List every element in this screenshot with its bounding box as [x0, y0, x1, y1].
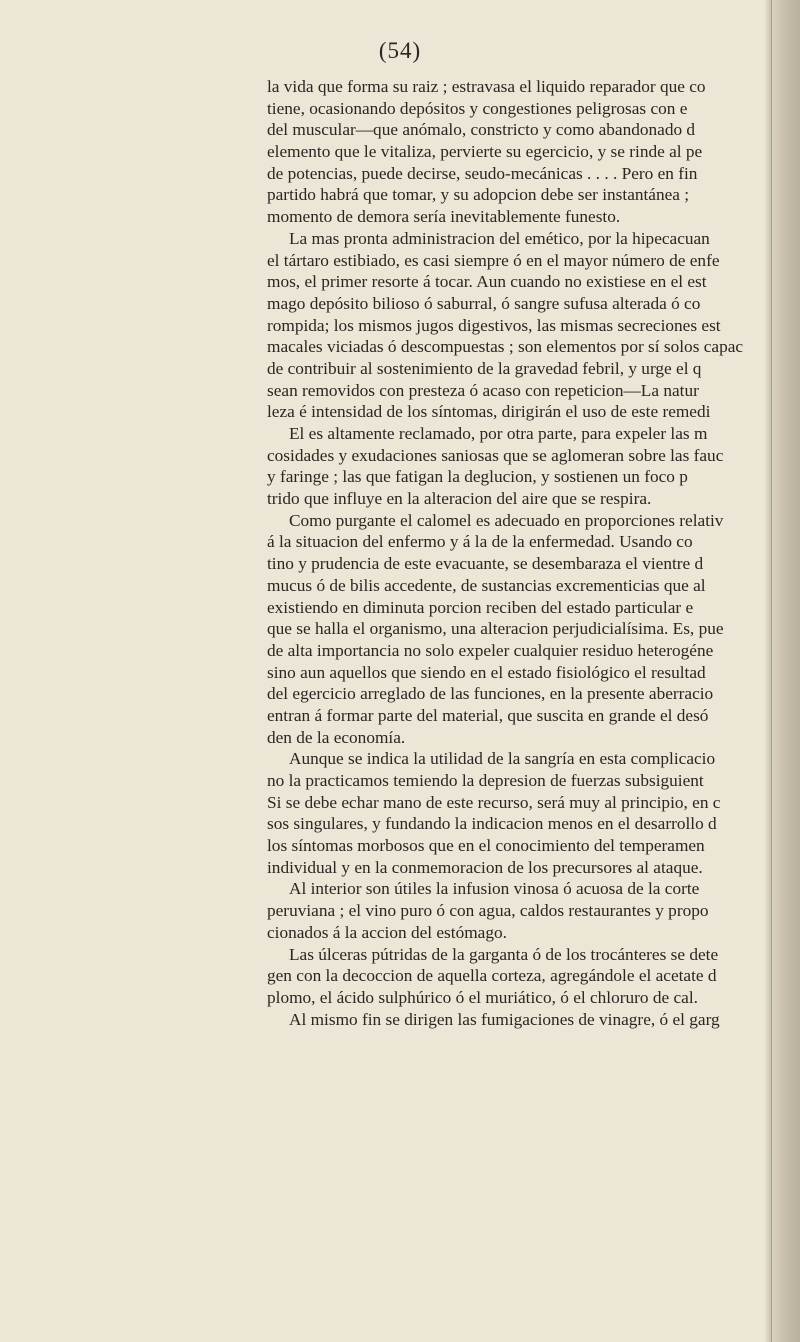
text-line: El es altamente reclamado, por otra parte, para expeler las m: [289, 424, 708, 443]
text-line: sos singulares, y fundando la indicacion menos en el desarrollo d: [267, 814, 717, 834]
text-line: cosidades y exudaciones saniosas que se aglomeran sobre las fauc: [267, 445, 724, 465]
text-line: mago depósito bilioso ó saburral, ó sangre sufusa alterada ó co: [267, 293, 701, 313]
text-line: y faringe ; las que fatigan la deglucion, y sostienen un foco p: [267, 467, 688, 487]
text-line: que se halla el organismo, una alteracion perjudicialísima. Es, pue: [267, 619, 724, 639]
text-line: gen con la decoccion de aquella corteza, agregándole el acetate d: [267, 966, 717, 986]
text-line: de alta importancia no solo expeler cualquier residuo heterogéne: [267, 640, 714, 660]
text-line: Al mismo fin se dirigen las fumigaciones de vinagre, ó el garg: [289, 1009, 720, 1029]
text-line: á la situacion del enfermo y á la de la enfermedad. Usando co: [267, 532, 693, 552]
text-line: de contribuir al sostenimiento de la gravedad febril, y urge el q: [267, 358, 702, 378]
text-line: el tártaro estibiado, es casi siempre ó en el mayor número de enfe: [267, 250, 720, 270]
text-line: sean removidos con presteza ó acaso con repeticion—La natur: [267, 380, 699, 400]
text-line: del egercicio arreglado de las funciones, en la presente aberracio: [267, 684, 714, 704]
text-line: no la practicamos temiendo la depresion de fuerzas subsiguient: [267, 771, 704, 790]
text-line: Como purgante el calomel es adecuado en proporciones relativ: [289, 510, 724, 530]
adjacent-page-edge: [771, 0, 800, 1342]
text-line: macales viciadas ó descompuestas ; son elementos por sí solos capac: [267, 337, 744, 357]
text-line: rompida; los mismos jugos digestivos, las mismas secreciones est: [267, 315, 721, 335]
text-line: trido que influye en la alteracion del aire que se respira.: [267, 489, 652, 509]
text-line: peruviana ; el vino puro ó con agua, caldos restaurantes y propo: [267, 901, 709, 921]
text-line: tino y prudencia de este evacuante, se desembaraza el vientre d: [267, 554, 704, 574]
text-line: Las úlceras pútridas de la garganta ó de los trocánteres se dete: [289, 944, 719, 964]
text-line: Al interior son útiles la infusion vinosa ó acuosa de la corte: [289, 879, 700, 899]
text-line: sino aun aquellos que siendo en el estado fisiológico el resultad: [267, 662, 706, 682]
text-line: tiene, ocasionando depósitos y congestiones peligrosas con e: [267, 98, 688, 118]
text-line: partido habrá que tomar, y su adopcion debe ser instantánea ;: [267, 185, 690, 205]
text-line: momento de demora sería inevitablemente funesto.: [267, 207, 621, 227]
text-line: elemento que le vitaliza, pervierte su egercicio, y se rinde al pe: [267, 142, 703, 162]
text-line: del muscular—que anómalo, constricto y como abandonado d: [267, 120, 696, 140]
text-line: mucus ó de bilis accedente, de sustancias excrementicias que al: [267, 575, 706, 595]
text-line: Aunque se indica la utilidad de la sangría en esta complicacio: [289, 749, 716, 769]
text-line: de potencias, puede decirse, seudo-mecánicas . . . . Pero en fin: [267, 163, 698, 183]
text-line: la vida que forma su raiz ; estravasa el liquido reparador que co: [267, 77, 706, 96]
body-text: [267, 76, 762, 1030]
text-line: den de la economía.: [267, 727, 406, 747]
text-line: plomo, el ácido sulphúrico ó el muriático, ó el chloruro de cal.: [267, 987, 698, 1007]
text-line: Si se debe echar mano de este recurso, será muy al principio, en c: [267, 792, 721, 812]
text-line: existiendo en diminuta porcion reciben del estado particular e: [267, 597, 694, 617]
text-line: individual y en la conmemoracion de los precursores al ataque.: [267, 857, 703, 877]
text-line: mos, el primer resorte á tocar. Aun cuando no existiese en el est: [267, 272, 707, 292]
text-line: los síntomas morbosos que en el conocimiento del temperamen: [267, 836, 705, 856]
text-line: leza é intensidad de los síntomas, dirigirán el uso de este remedi: [267, 402, 711, 422]
page-number: (54): [378, 38, 422, 63]
text-line: La mas pronta administracion del emético, por la hipecacuan: [289, 228, 710, 248]
text-line: entran á formar parte del material, que suscita en grande el desó: [267, 705, 709, 725]
text-line: cionados á la accion del estómago.: [267, 922, 507, 942]
